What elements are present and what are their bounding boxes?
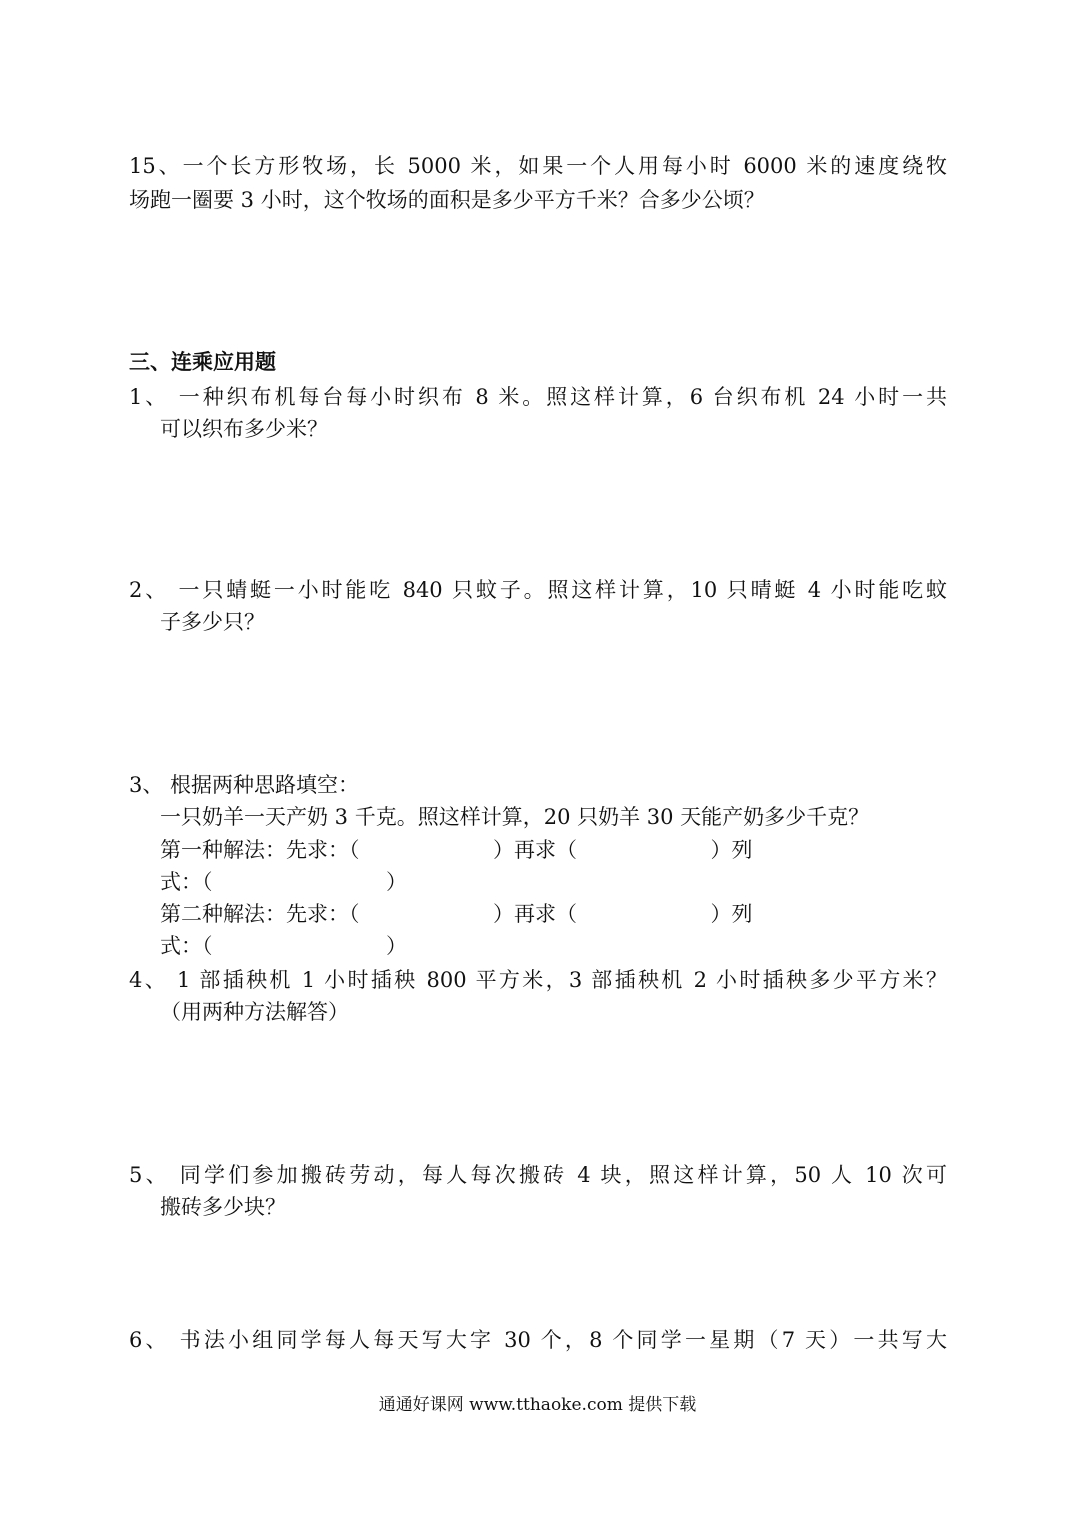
q5-line2: 搬砖多少块？	[160, 1195, 286, 1219]
q4-line2: （用两种方法解答）	[160, 1000, 349, 1024]
q2-line1: 2、 一只蜻蜓一小时能吃 840 只蚊子。照这样计算，10 只晴蜓 4 小时能吃蚊	[129, 578, 947, 602]
q4-line1: 4、 1 部插秧机 1 小时插秧 800 平方米，3 部插秧机 2 小时插秧多少平方米？	[129, 968, 947, 992]
q1-line1: 1、 一种织布机每台每小时织布 8 米。照这样计算，6 台织布机 24 小时一共	[129, 385, 947, 409]
q3-method1-line2: 式：（ ）	[160, 870, 408, 894]
q3-method2-line2: 式：（ ）	[160, 934, 408, 958]
page-footer: 通通好课网 www.tthaoke.com 提供下载	[378, 1395, 697, 1415]
q1-line2: 可以织布多少米？	[160, 417, 328, 441]
q3-line2: 一只奶羊一天产奶 3 千克。照这样计算，20 只奶羊 30 天能产奶多少千克？	[160, 805, 870, 829]
q6-line1: 6、 书法小组同学每人每天写大字 30 个，8 个同学一星期（7 天）一共写大	[129, 1328, 947, 1352]
q15-line2: 场跑一圈要 3 小时，这个牧场的面积是多少平方千米？合多少公顷？	[129, 188, 765, 212]
q3-method1-line1: 第一种解法：先求：（ ）再求（ ）列	[160, 838, 753, 862]
section-3-title: 三、连乘应用题	[129, 349, 276, 374]
q2-line2: 子多少只？	[160, 610, 265, 634]
q3-line1: 3、 根据两种思路填空：	[129, 773, 360, 797]
q15-line1: 15、一个长方形牧场，长 5000 米，如果一个人用每小时 6000 米的速度绕牧	[129, 154, 947, 178]
q5-line1: 5、 同学们参加搬砖劳动，每人每次搬砖 4 块，照这样计算，50 人 10 次可	[129, 1163, 947, 1187]
q3-method2-line1: 第二种解法：先求：（ ）再求（ ）列	[160, 902, 753, 926]
